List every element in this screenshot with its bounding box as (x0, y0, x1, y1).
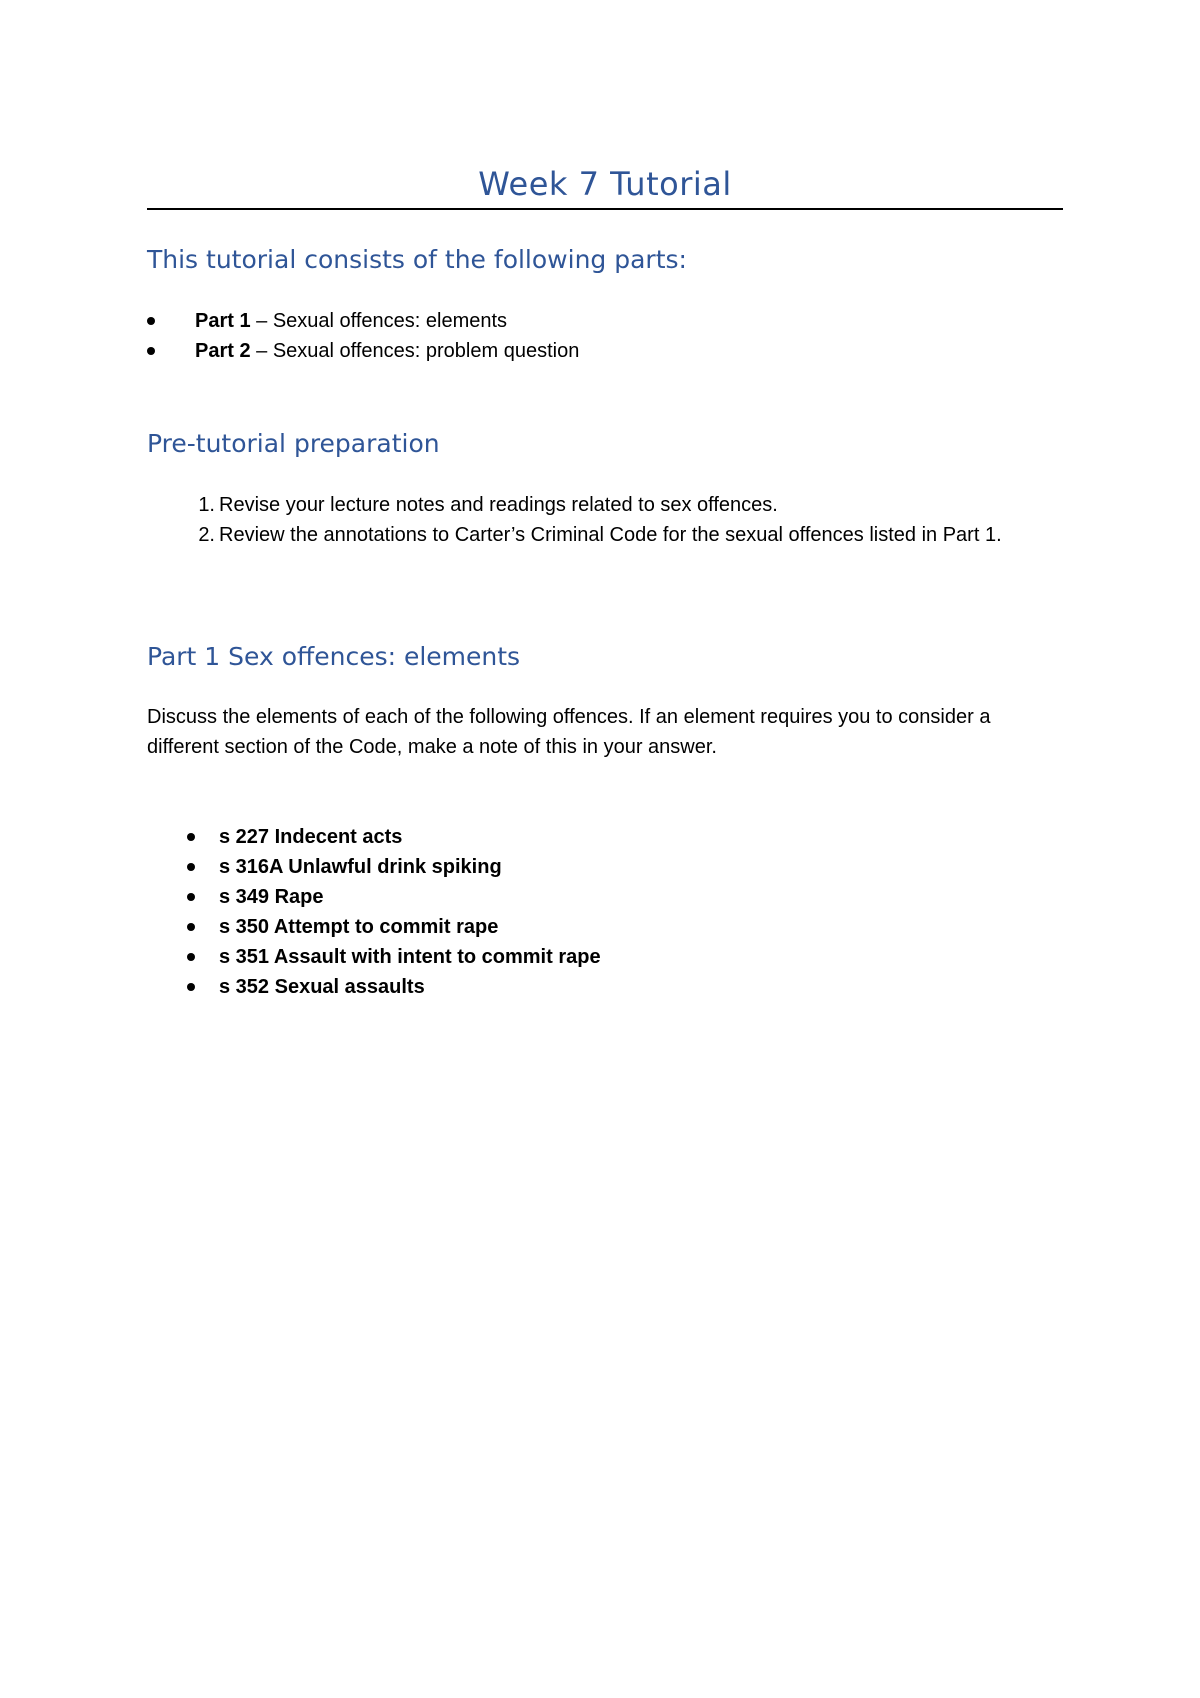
offence-text: s 352 Sexual assaults (219, 976, 425, 998)
offence-text: s 227 Indecent acts (219, 826, 403, 848)
list-item (219, 822, 1019, 852)
part-label: Part 2 (195, 340, 251, 362)
prep-list (198, 490, 1039, 550)
bullet-icon (187, 983, 195, 991)
bullet-icon (147, 317, 155, 325)
offence-text: s 316A Unlawful drink spiking (219, 856, 502, 878)
offences-list (219, 822, 1019, 1002)
part1-paragraph: Discuss the elements of each of the following offences. If an element requires you to consider a different section of the Code, make a note of this in your answer. (147, 706, 991, 758)
offence-text: s 350 Attempt to commit rape (219, 916, 499, 938)
title-underline (147, 208, 1063, 210)
part-label: Part 1 (195, 310, 251, 332)
prep-heading: Pre-tutorial preparation (147, 429, 440, 458)
item-text: Revise your lecture notes and readings related to sex offences. (219, 494, 778, 516)
list-item (219, 942, 1019, 972)
list-item (219, 912, 1019, 942)
bullet-icon (187, 863, 195, 871)
item-number: 2. (198, 524, 215, 546)
item-text: Review the annotations to Carter’s Criminal Code for the sexual offences listed in Part 1. (219, 524, 1002, 546)
part-text: – Sexual offences: elements (250, 310, 508, 332)
part1-heading: Part 1 Sex offences: elements (147, 642, 521, 671)
offence-text: s 349 Rape (219, 886, 324, 908)
list-item (219, 882, 1019, 912)
offence-text: s 351 Assault with intent to commit rape (219, 946, 601, 968)
list-item (195, 336, 995, 366)
document-title: Week 7 Tutorial (478, 165, 732, 203)
list-item (198, 490, 1039, 520)
bullet-icon (147, 347, 155, 355)
bullet-icon (187, 833, 195, 841)
bullet-icon (187, 923, 195, 931)
list-item (219, 972, 1019, 1002)
bullet-icon (187, 953, 195, 961)
parts-list (195, 306, 995, 366)
item-number: 1. (198, 494, 215, 516)
bullet-icon (187, 893, 195, 901)
part-text: – Sexual offences: problem question (250, 340, 580, 362)
list-item (195, 306, 995, 336)
list-item (198, 520, 1039, 550)
intro-heading: This tutorial consists of the following parts: (147, 245, 687, 274)
list-item (219, 852, 1019, 882)
